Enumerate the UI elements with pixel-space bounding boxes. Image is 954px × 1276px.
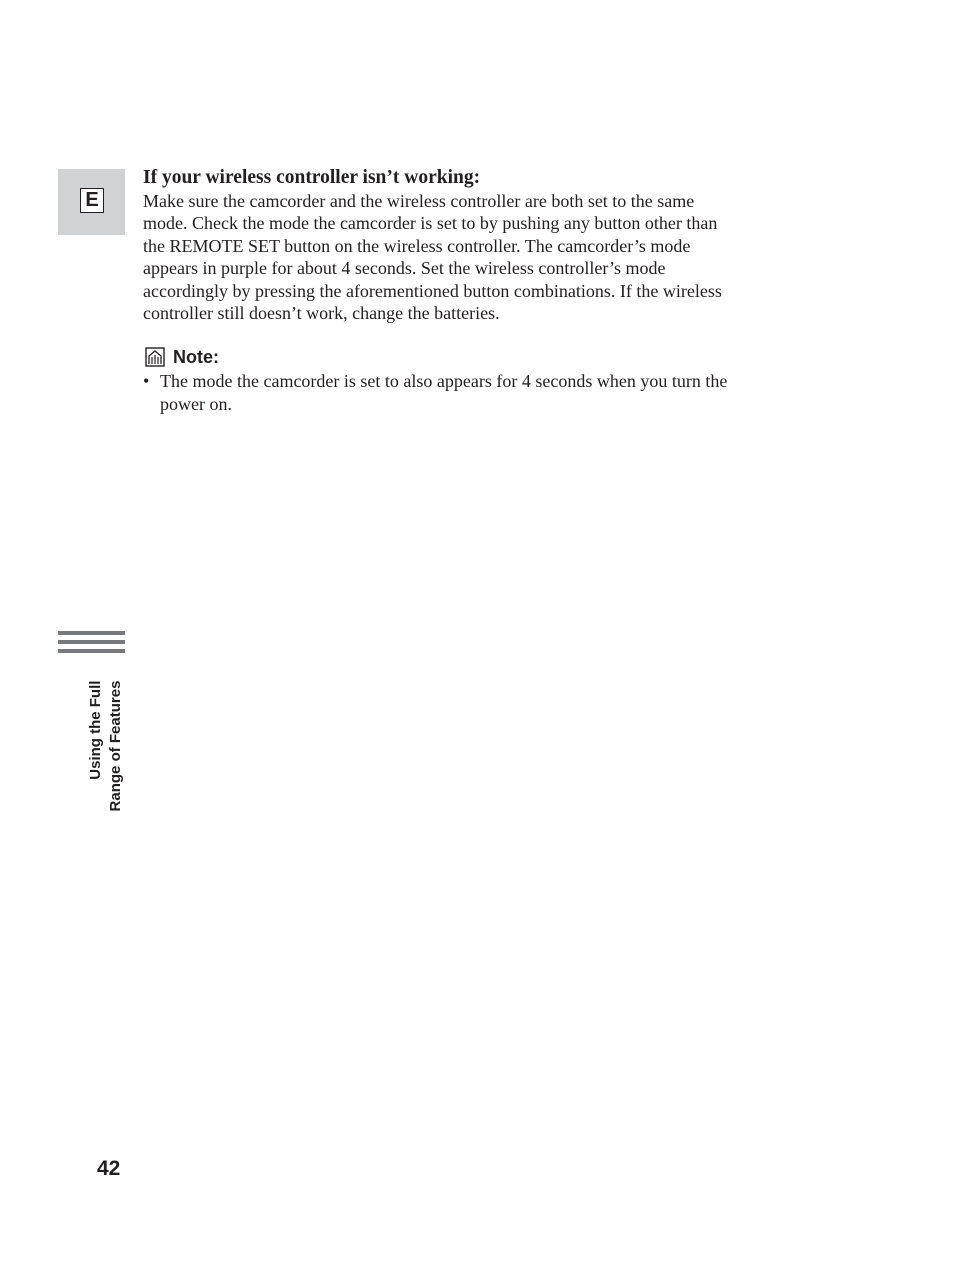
paragraph-line: controller still doesn’t work, change the batteries. [143, 303, 500, 324]
note-item [143, 370, 793, 415]
bullet: • [143, 371, 150, 392]
marker-bar [58, 640, 125, 644]
chapter-label [84, 666, 128, 826]
chapter-label-line: Using the Full [87, 680, 104, 780]
section-heading: If your wireless controller isn’t working: [143, 167, 481, 188]
body-paragraph [143, 190, 793, 324]
chapter-label-line: Range of Features [107, 680, 124, 812]
language-tab [58, 169, 125, 235]
marker-bar [58, 649, 125, 653]
paragraph-line: accordingly by pressing the aforementioned button combinations. If the wireless [143, 280, 722, 301]
marker-bar [58, 631, 125, 635]
language-letter: E [80, 188, 104, 213]
paragraph-line: Make sure the camcorder and the wireless controller are both set to the same [143, 191, 695, 211]
paragraph-line: appears in purple for about 4 seconds. Set the wireless controller’s mode [143, 258, 666, 279]
note-label: Note: [173, 346, 219, 367]
section-marker-bars [58, 631, 125, 658]
note-line: The mode the camcorder is set to also appears for 4 seconds when you turn the [160, 371, 728, 392]
main-content [143, 166, 793, 415]
note-line: power on. [160, 393, 232, 414]
paragraph-line: mode. Check the mode the camcorder is set to by pushing any button other than [143, 213, 718, 234]
note-header [143, 345, 793, 369]
note-list [143, 370, 793, 415]
paragraph-line: the REMOTE SET button on the wireless controller. The camcorder’s mode [143, 235, 691, 256]
page-number: 42 [97, 1157, 121, 1180]
note-icon [145, 347, 165, 367]
